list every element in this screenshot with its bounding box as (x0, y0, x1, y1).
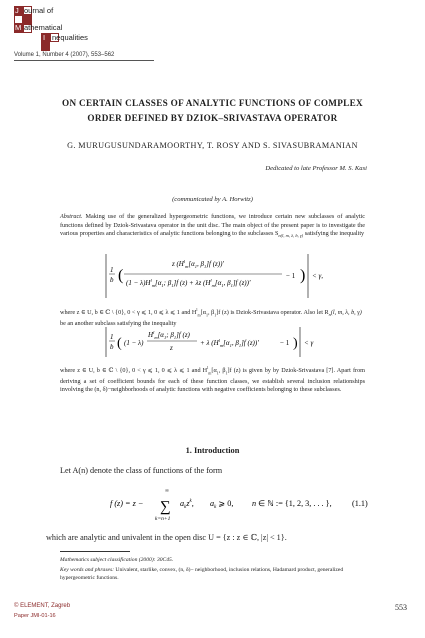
svg-text:(1 − λ): (1 − λ) (124, 339, 144, 347)
paper-title (30, 96, 395, 126)
abstract-post-text-2: is given by by Dziok-Srivastava [7]. Apart from deriving a set of coefficient bounds for each of these function classes, we establish several inclusion relationships involving the (n, δ)−neighborhoods of analytic functions with negative coefficients belonging to these subclasses. (60, 367, 365, 394)
communicated-by: (communicated by A. Horwitz) (172, 196, 253, 203)
svg-text:(: ( (117, 336, 122, 351)
footnote-rule (60, 551, 130, 552)
keywords-label: Key words and phrases: (60, 567, 115, 573)
svg-text:): ) (300, 267, 306, 284)
intro-sentence: Let A(n) denote the class of functions of the form (60, 466, 223, 475)
svg-text:k=n+1: k=n+1 (155, 516, 171, 522)
svg-text:(: ( (118, 267, 124, 284)
title-line-2: ORDER DEFINED BY DZIOK–SRIVASTAVA OPERATOR (87, 113, 338, 123)
svg-text:ak ⩾ 0,: $a_k$ ⩾ 0, (210, 499, 234, 510)
authors: G. MURUGUSUNDARAMOORTHY, T. ROSY AND S. SIVASUBRAMANIAN (67, 141, 358, 150)
inequality-1 (104, 250, 324, 302)
section-heading: 1. Introduction (185, 446, 240, 455)
equation-label: (1.1) (352, 499, 368, 508)
header-rule (14, 60, 154, 61)
logo-initial-i: I (43, 33, 46, 42)
svg-text:f (z) = z −: f (z) = z − (110, 499, 144, 508)
svg-text:b: b (110, 276, 114, 284)
dedication: Dedicated to late Professor M. S. Kasi (265, 165, 367, 172)
msc-text: Mathematics subject classification (2000): 30C45. (60, 557, 174, 563)
logo-line-3: nequalities (52, 33, 88, 42)
abstract-end: where z ∈ U, b ∈ ℂ \ {0}, 0 < γ ⩽ 1, 0 ⩽ λ ⩽ 1 and $H^l_m[\alpha_1$, $\beta_1]f$ (z) is given by by Dziok-Srivastava [7]. Apart from deriving a set of coefficient bounds for each of these function classes, we establish several inclusion relationships involving the (n, δ)−neighborhoods of analytic functions with negative coefficients belonging to these subclasses. (60, 365, 365, 394)
abstract (60, 213, 365, 241)
page-number: 553 (395, 603, 407, 612)
svg-text:< γ,: < γ, (312, 272, 323, 280)
inequality-2 (104, 325, 324, 361)
logo-line-2: athematical (24, 23, 63, 32)
journal-reference: Volume 1, Number 4 (2007), 553–562 (14, 52, 115, 58)
publisher-line: © ELEMENT, Zagreb (14, 603, 71, 609)
journal-logo (14, 6, 94, 52)
svg-text:b: b (110, 343, 114, 351)
abstract-mid-text: where z ∈ U, b ∈ ℂ \ {0}, 0 < γ ⩽ 1, 0 ⩽ λ ⩽ 1 and H (60, 309, 197, 317)
svg-text:1: 1 (110, 266, 114, 274)
keywords-footnote (60, 566, 375, 582)
msc-footnote (60, 556, 375, 564)
abstract-mid-text-3: be an another subclass satisfying the inequality (60, 319, 177, 327)
svg-text:): ) (293, 336, 298, 351)
svg-text:+ λ (Hlm[α1, β1]f (z))′: + λ ($H^l_m[\alpha_1$, $\beta_1]f$ (z))′ (200, 338, 259, 348)
svg-text:Hlm[α1; β1]f (z): $H^l_m[\alpha_1$; $\beta_1]f$ (z) (148, 330, 190, 340)
svg-text:akzk,: $a_kz^k$, (180, 499, 194, 510)
after-equation: which are analytic and univalent in the open disc U = {z : z ∈ ℂ, |z| < 1}. (46, 533, 287, 542)
svg-text:z: z (170, 344, 173, 352)
logo-line-1: ournal of (24, 6, 54, 15)
svg-text:n ∈ ℕ := {1, 2, 3, . . . },: n ∈ ℕ := {1, 2, 3, . . . }, (252, 499, 332, 508)
svg-text:− 1: − 1 (280, 339, 290, 347)
abstract-mid-text-2: is Dziok-Srivastava operator. Also let R (228, 309, 329, 317)
title-line-1: ON CERTAIN CLASSES OF ANALYTIC FUNCTIONS OF COMPLEX (62, 98, 363, 108)
abstract-class-1: n(l, m, λ, b, γ) (278, 233, 304, 239)
svg-text:− 1: − 1 (286, 272, 296, 280)
keywords-text: Univalent, starlike, convex, (n, δ)− neighborhood, inclusion relations, Hadamard product, generalized hypergeometric functions. (60, 567, 344, 581)
logo-initial-m: M (15, 23, 22, 32)
abstract-post-text: where z ∈ U, b ∈ ℂ \ {0}, 0 < γ ⩽ 1, 0 ⩽ λ ⩽ 1 and H (60, 367, 208, 375)
logo-initial-j: J (15, 6, 19, 15)
abstract-text-tail: satisfying the inequality (303, 230, 365, 238)
svg-text:1: 1 (110, 333, 114, 341)
svg-text:∑: ∑ (160, 499, 171, 515)
svg-text:< γ: < γ (304, 339, 314, 347)
svg-text:(1 − λ)Hlm[α1; β1]f (z) + λz (: $(1 - \lambda)H^l_m[\alpha_1$; $\beta_1]f$ (z) + λz ($H^l_m[\alpha_1$, $\beta_1]f$ (z))′ (126, 278, 251, 288)
svg-text:z (Hlm[α1, β1]f (z))′: z ($H^l_m[\alpha_1$, $\beta_1]f$ (z))′ (172, 259, 224, 269)
abstract-mid: where z ∈ U, b ∈ ℂ \ {0}, 0 < γ ⩽ 1, 0 ⩽ λ ⩽ 1 and $H^l_m[\alpha_1$, $\beta_1]f$ (z) is Dziok-Srivastava operator. Also let $R_n(l$, m, λ, b, γ) be an another subclass satisfying the inequality (60, 307, 362, 327)
svg-text:∞: ∞ (165, 488, 169, 494)
abstract-label: Abstract. (60, 213, 83, 220)
paper-id: Paper JMI-01-16 (14, 613, 56, 619)
abstract-text: Making use of the generalized hypergeometric functions, we introduce certain new subclasses of analytic functions defined by Dziok-Srivastava operator in the unit disc. The main object of the present paper is to investigate the various properties and characteristics of analytic functions belonging to the subclasses S (60, 213, 366, 238)
equation-1-1 (80, 484, 380, 524)
